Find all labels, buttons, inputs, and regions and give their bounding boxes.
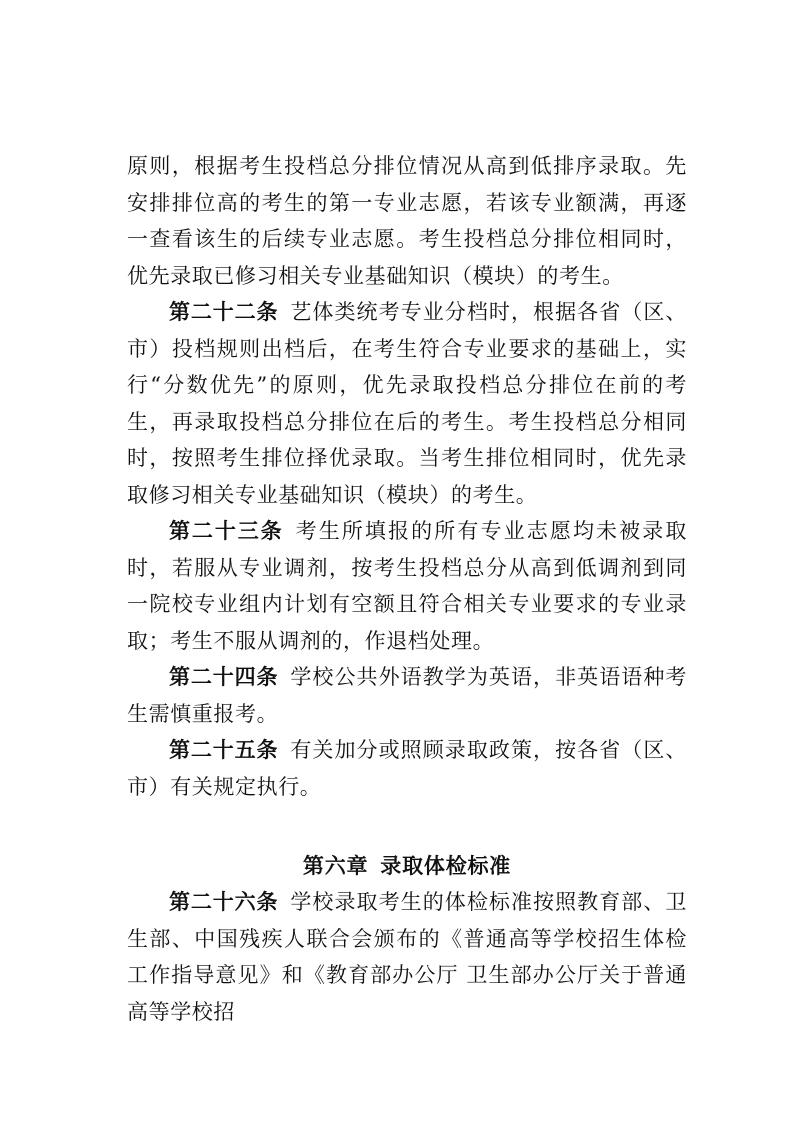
article-26 (127, 884, 687, 1030)
article-25 (127, 732, 687, 805)
chapter-title: 录取体检标准 (380, 854, 512, 878)
article-section (127, 148, 687, 805)
chapter-number: 第六章 (302, 854, 369, 878)
article-label: 第二十六条 (169, 890, 279, 914)
chapter-heading (127, 848, 687, 884)
article-text: 学校录取考生的体检标准按照教育部、卫生部、中国残疾人联合会颁布的《普通高等学校招生体检工作指导意见》和《教育部办公厅 卫生部办公厅关于普通高等学校招 (127, 890, 687, 1024)
article-label: 第二十二条 (169, 300, 279, 324)
article-text: 考生所填报的所有专业志愿均未被录取时，若服从专业调剂，按考生投档总分从高到低调剂到同一院校专业组内计划有空额且符合相关专业要求的专业录取；考生不服从调剂的，作退档处理。 (127, 519, 688, 653)
article-22 (127, 294, 687, 513)
article-text: 学校公共外语教学为英语，非英语语种考生需慎重报考。 (127, 665, 687, 726)
article-24 (127, 659, 687, 732)
continuation-paragraph: 原则，根据考生投档总分排位情况从高到低排序录取。先安排排位高的考生的第一专业志愿，若该专业额满，再逐一查看该生的后续专业志愿。考生投档总分排位相同时，优先录取已修习相关专业基础知识（模块）的考生。 (127, 154, 687, 288)
article-text: 艺体类统考专业分档时，根据各省（区、市）投档规则出档后，在考生符合专业要求的基础上，实行“分数优先”的原则，优先录取投档总分排位在前的考生，再录取投档总分排位在后的考生。考生投档总分相同时，按照考生排位择优录取。当考生排位相同时，优先录取修习相关专业基础知识（模块）的考生。 (127, 300, 687, 507)
article-label: 第二十五条 (169, 738, 279, 762)
article-text: 有关加分或照顾录取政策，按各省（区、市）有关规定执行。 (127, 738, 687, 799)
chapter-section (127, 884, 687, 1030)
article-label: 第二十四条 (169, 665, 279, 689)
article-23 (127, 513, 687, 659)
article-label: 第二十三条 (169, 519, 284, 543)
